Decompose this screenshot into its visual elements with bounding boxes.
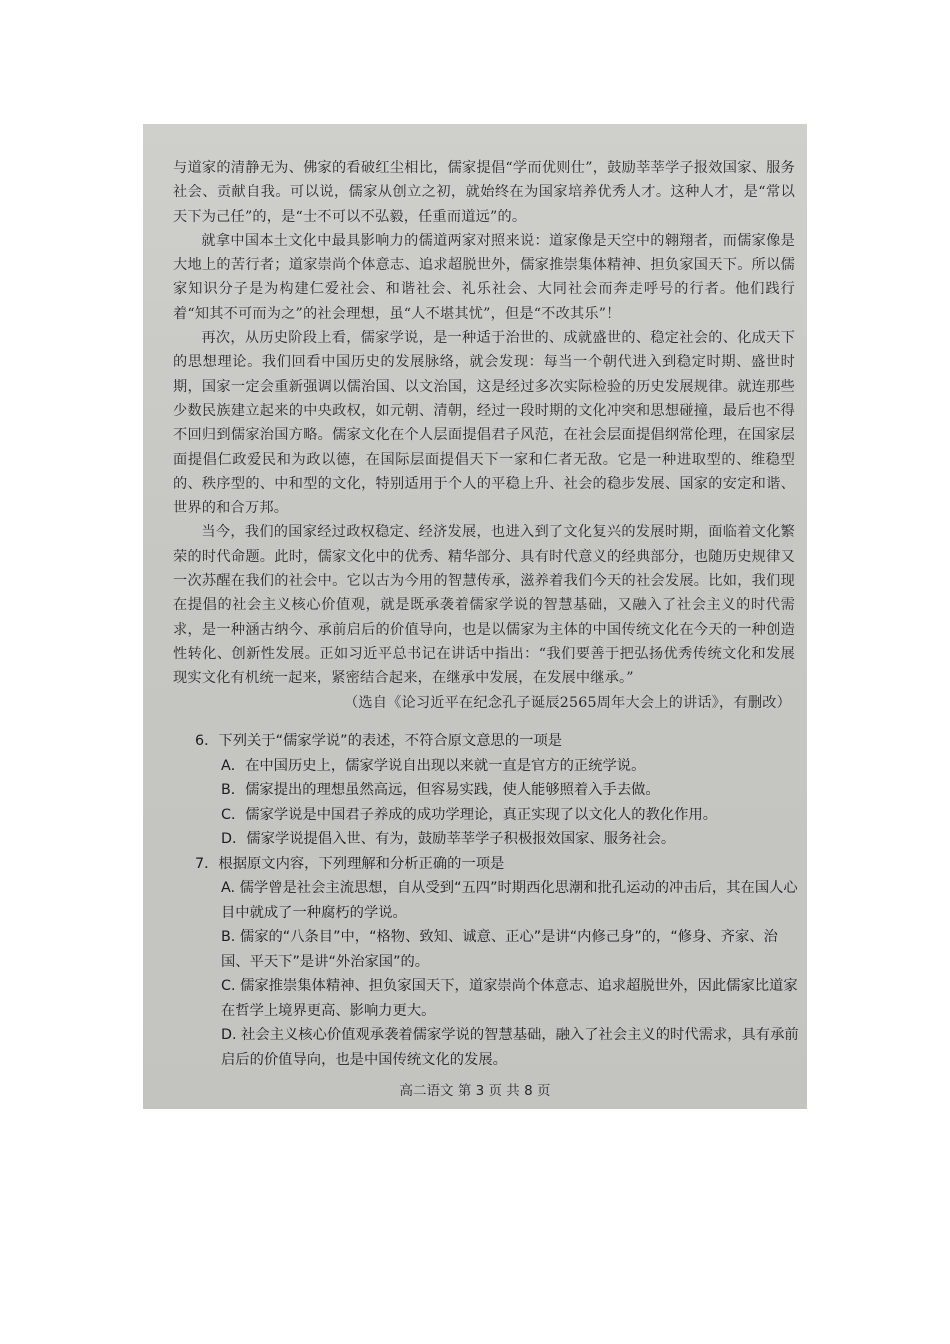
exam-page-photo (143, 124, 807, 1109)
option-a: A．在中国历史上，儒家学说自出现以来就一直是官方的正统学说。 (221, 757, 646, 774)
question-7 (195, 852, 801, 1073)
option-b: B. 儒家的“八条目”中，“格物、致知、诚意、正心”是讲“内修己身”的，“修身、齐家、治国、平天下”是讲“外治家国”的。 (221, 929, 778, 970)
passage-paragraph: 当今，我们的国家经过政权稳定、经济发展，也进入到了文化复兴的发展时期，面临着文化繁荣的时代命题。此时，儒家文化中的优秀、精华部分、具有时代意义的经典部分，也随历史规律又一次苏醒在我们的社会中。它以古为今用的智慧传承，滋养着我们今天的社会发展。比如，我们现在提倡的社会主义核心价值观，就是既承袭着儒家学说的智慧基础，又融入了社会主义的时代需求，是一种涵古纳今、承前启后的价值导向，也是以儒家为主体的中国传统文化在今天的一种创造性转化、创新性发展。正如习近平总书记在讲话中指出：“我们要善于把弘扬优秀传统文化和发展现实文化有机统一起来，紧密结合起来，在继承中发展，在发展中继承。” (173, 524, 795, 687)
page-footer: 高二语文 第 3 页 共 8 页 (399, 1083, 551, 1099)
option-d: D. 社会主义核心价值观承袭着儒家学说的智慧基础，融入了社会主义的时代需求，具有承前启后的价值导向，也是中国传统文化的发展。 (221, 1027, 799, 1068)
option-c: C. 儒家推崇集体精神、担负家国天下，道家崇尚个体意志、追求超脱世外，因此儒家比道家在哲学上境界更高、影响力更大。 (221, 978, 798, 1019)
option-d: D．儒家学说提倡入世、有为，鼓励莘莘学子积极报效国家、服务社会。 (221, 831, 676, 847)
question-stem: 7．根据原文内容，下列理解和分析正确的一项是 (195, 855, 505, 872)
passage-source: （选自《论习近平在纪念孔子诞辰2565周年大会上的讲话》，有删改） (343, 694, 791, 711)
question-list (195, 729, 801, 1072)
passage-paragraph: 与道家的清静无为、佛家的看破红尘相比，儒家提倡“学而优则仕”，鼓励莘莘学子报效国家、服务社会、贡献自我。可以说，儒家从创立之初，就始终在为国家培养优秀人才。这种人才，是“常以天下为己任”的，是“士不可以不弘毅，任重而道远”的。 (173, 160, 795, 225)
option-a: A. 儒学曾是社会主流思想，自从受到“五四”时期西化思潮和批孔运动的冲击后，其在国人心目中就成了一种腐朽的学说。 (221, 880, 798, 921)
passage-paragraph: 就拿中国本土文化中最具影响力的儒道两家对照来说：道家像是天空中的翱翔者，而儒家像是大地上的苦行者；道家崇尚个体意志、追求超脱世外，儒家推崇集体精神、担负家国天下。所以儒家知识分子是为构建仁爱社会、和谐社会、礼乐社会、大同社会而奔走呼号的行者。他们践行着“知其不可而为之”的社会理想，虽“人不堪其忧”，但是“不改其乐”！ (173, 232, 795, 322)
option-b: B．儒家提出的理想虽然高远，但容易实践，使人能够照着入手去做。 (221, 782, 660, 798)
passage-paragraph: 再次，从历史阶段上看，儒家学说，是一种适于治世的、成就盛世的、稳定社会的、化成天下的思想理论。我们回看中国历史的发展脉络，就会发现：每当一个朝代进入到稳定时期、盛世时期，国家一定会重新强调以儒治国、以文治国，这是经过多次实际检验的历史发展规律。就连那些少数民族建立起来的中央政权，如元朝、清朝，经过一段时期的文化冲突和思想碰撞，最后也不得不回归到儒家治国方略。儒家文化在个人层面提倡君子风范，在社会层面提倡纲常伦理，在国家层面提倡仁政爱民和为政以德，在国际层面提倡天下一家和仁者无敌。它是一种进取型的、维稳型的、秩序型的、中和型的文化，特别适用于个人的平稳上升、社会的稳步发展、国家的安定和谐、世界的和合万邦。 (173, 330, 795, 517)
question-stem: 6．下列关于“儒家学说”的表述，不符合原文意思的一项是 (195, 733, 563, 749)
question-6 (195, 729, 801, 852)
reading-passage (173, 156, 795, 715)
option-c: C．儒家学说是中国君子养成的成功学理论，真正实现了以文化人的教化作用。 (221, 806, 718, 823)
